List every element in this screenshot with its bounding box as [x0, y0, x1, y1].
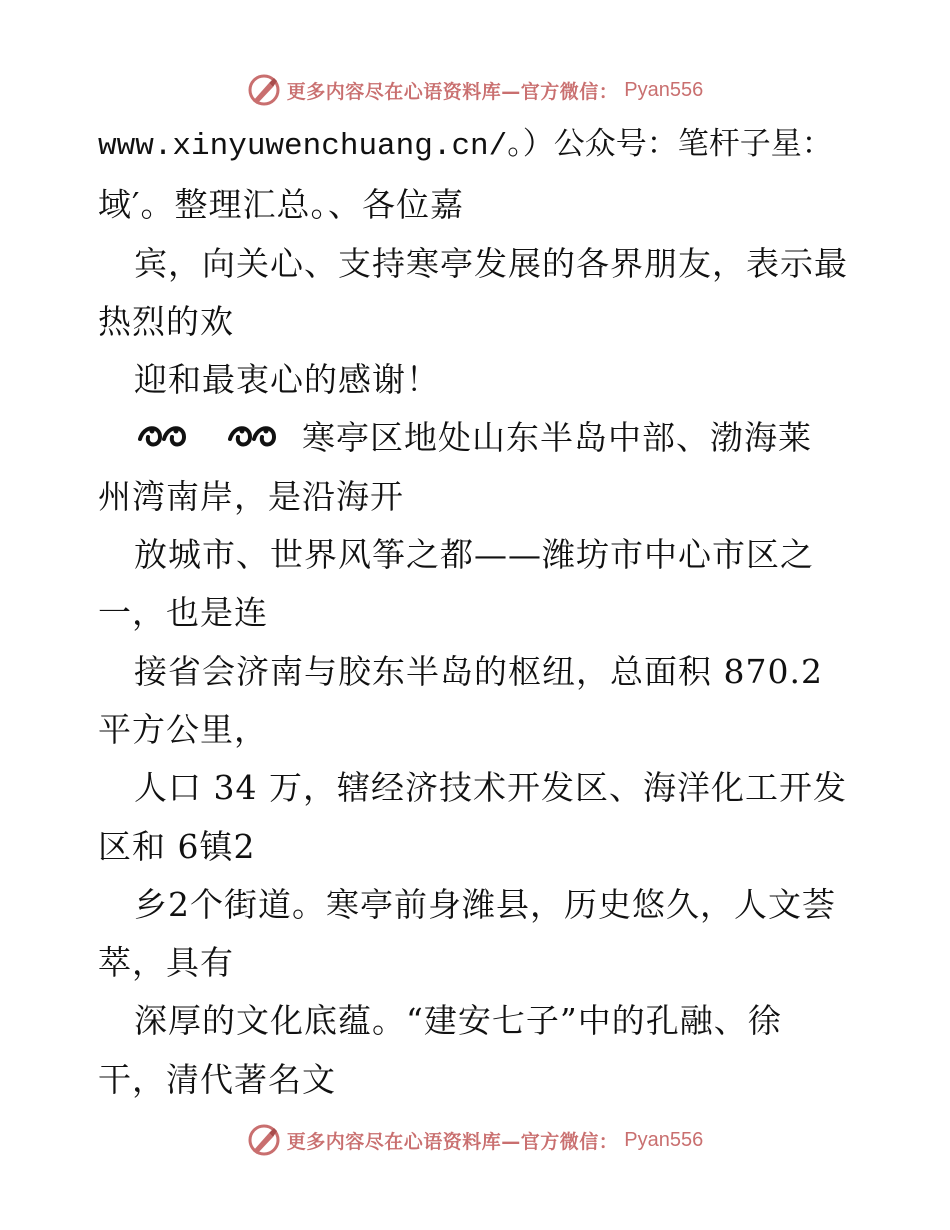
- ornament-icon: [134, 415, 302, 455]
- text-line: 域′。整理汇总。、各位嘉: [98, 185, 464, 225]
- header-wechat-id: Pyan556: [624, 78, 704, 101]
- text-line: www.xinyuwenchuang.cn/。）公众号：笔杆子星：: [98, 129, 833, 164]
- text-line-content: 寒亭区地处山东半岛中部、渤海莱: [302, 418, 812, 458]
- footer-banner-text: 更多内容尽在心语资料库—官方微信：: [286, 1130, 619, 1153]
- text-line: 放城市、世界风筝之都——潍坊市中心市区之: [134, 535, 814, 575]
- text-line: 宾，向关心、支持寒亭发展的各界朋友，表示最: [134, 243, 848, 283]
- pen-logo-icon: [247, 1123, 281, 1157]
- text-line: 萃，具有: [98, 943, 234, 983]
- text-line: 接省会济南与胶东半岛的枢纽，总面积 870.2: [134, 651, 823, 691]
- text-line: 人口 34 万，辖经济技术开发区、海洋化工开发: [134, 768, 847, 808]
- text-line: 一，也是连: [98, 593, 268, 633]
- text-line: 州湾南岸，是沿海开: [98, 476, 404, 516]
- document-body: [98, 118, 868, 1109]
- footer-watermark: [0, 1120, 950, 1160]
- text-line: 热烈的欢: [98, 301, 234, 341]
- text-line: 深厚的文化底蕴。“建安七子”中的孔融、徐: [134, 1001, 782, 1041]
- header-watermark: [0, 70, 950, 110]
- text-line: 干，清代著名文: [98, 1059, 336, 1099]
- footer-wechat-id: Pyan556: [624, 1128, 704, 1151]
- text-line: 乡2个街道。寒亭前身潍县，历史悠久，人文荟: [134, 884, 836, 924]
- pen-logo-icon: [247, 73, 281, 107]
- text-line-with-ornament: [98, 409, 868, 467]
- header-banner-text: 更多内容尽在心语资料库—官方微信：: [286, 80, 619, 103]
- text-line: 区和 6镇2: [98, 826, 256, 866]
- text-line: 迎和最衷心的感谢！: [134, 360, 440, 400]
- text-line: 平方公里，: [98, 709, 268, 749]
